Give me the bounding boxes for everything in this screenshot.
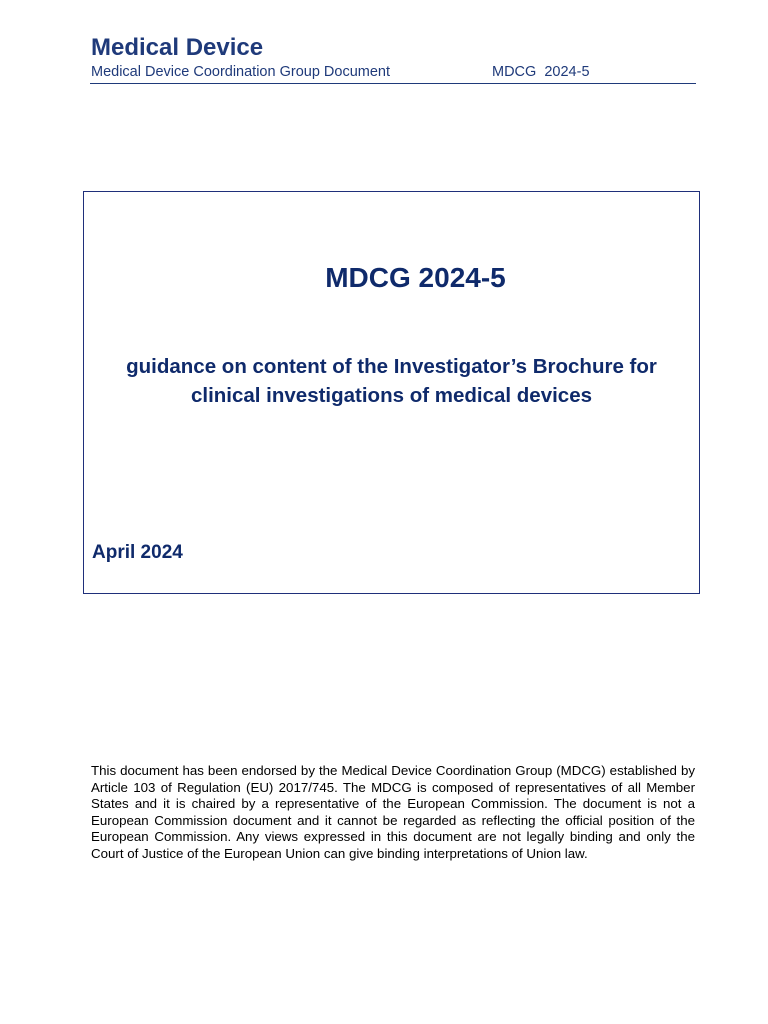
document-id: MDCG 2024-5 [325, 262, 506, 293]
header-subtitle-row [91, 64, 696, 84]
disclaimer-paragraph: This document has been endorsed by the Medical Device Coordination Group (MDCG) established by Article 103 of Regulation (EU) 2017/745. The MDCG is composed of representatives of all Member States and it is chaired by a representative of the European Commission. The document is not a European Commission document and it cannot be regarded as reflecting the official position of the European Commission. Any views expressed in this document are not legally binding and only the Court of Justice of the European Union can give binding interpretations of Union law. [91, 763, 695, 861]
title-box [83, 191, 700, 594]
header-title: Medical Device [91, 34, 264, 61]
page-header [91, 34, 696, 84]
document-subtitle [84, 352, 699, 410]
document-subtitle-line-2: clinical investigations of medical devices [190, 384, 593, 407]
document-subtitle-line-1: guidance on content of the Investigator’s Brochure for [126, 355, 657, 378]
header-subtitle: Medical Device Coordination Group Document [91, 64, 391, 80]
header-divider [90, 83, 696, 84]
header-doc-code: MDCG 2024-5 [492, 64, 590, 80]
document-date: April 2024 [92, 542, 183, 563]
